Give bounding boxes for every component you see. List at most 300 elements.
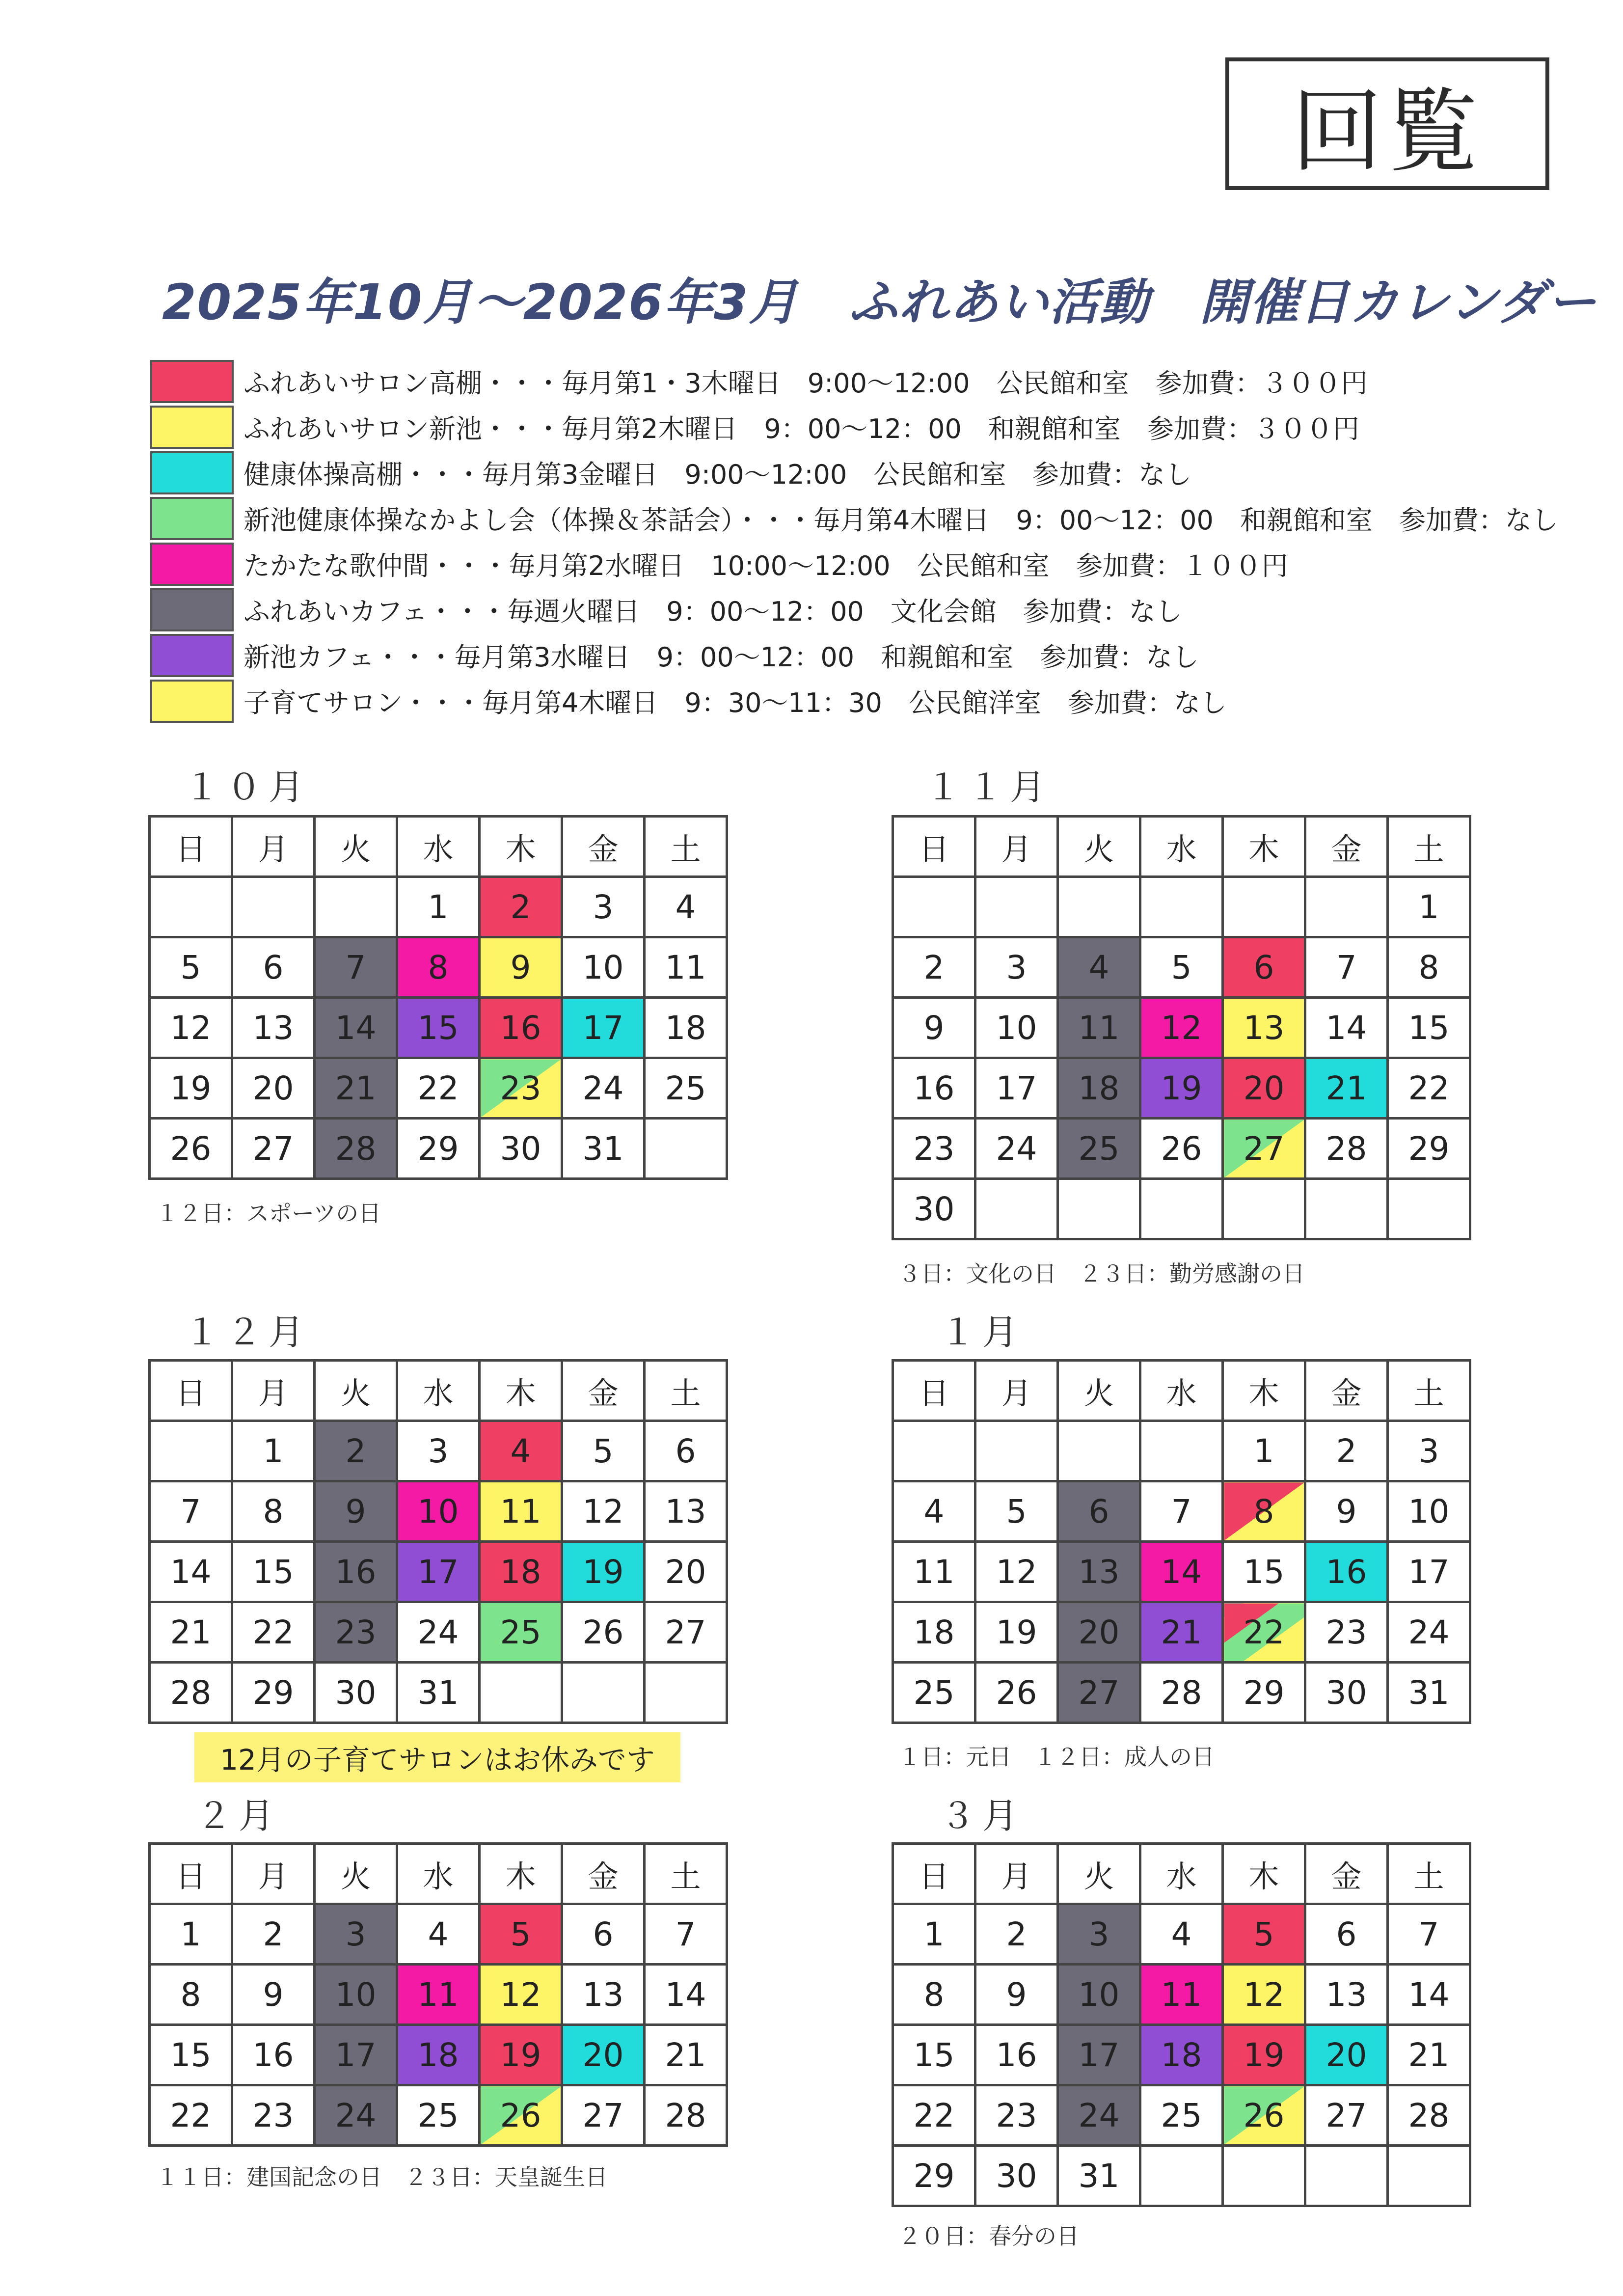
weekday-cell: 日 (150, 1361, 232, 1421)
holiday-note-february: １１日：建国記念の日 ２３日：天皇誕生日 (156, 2164, 608, 2190)
legend-swatch (150, 360, 234, 403)
weekday-cell: 木 (480, 1361, 562, 1421)
week-row (150, 1542, 727, 1602)
day-cell: 29 (397, 1119, 480, 1179)
day-cell: 2 (315, 1421, 397, 1481)
weekday-header-row (893, 1361, 1470, 1421)
week-row (893, 1421, 1470, 1481)
day-cell: 25 (1140, 2085, 1223, 2146)
day-cell: 3 (562, 877, 645, 937)
week-row (150, 877, 727, 937)
day-cell: 12 (562, 1481, 645, 1542)
weekday-cell: 月 (232, 1844, 315, 1904)
day-cell: 23 (1305, 1602, 1388, 1663)
weekday-cell: 土 (645, 1361, 727, 1421)
day-cell: 26 (1223, 2085, 1305, 2146)
day-cell: 27 (645, 1602, 727, 1663)
december-notice: 12月の子育てサロンはお休みです (194, 1732, 680, 1782)
day-cell: 1 (1388, 877, 1470, 937)
day-cell: 30 (480, 1119, 562, 1179)
day-cell: 29 (1388, 1119, 1470, 1179)
calendar-january (892, 1359, 1471, 1724)
day-cell: 6 (232, 937, 315, 998)
week-row (893, 1481, 1470, 1542)
day-cell: 9 (1305, 1481, 1388, 1542)
day-cell: 14 (1305, 998, 1388, 1058)
empty-day-cell (1223, 1179, 1305, 1239)
weekday-cell: 日 (150, 817, 232, 877)
day-cell: 18 (645, 998, 727, 1058)
holiday-note-november: ３日：文化の日 ２３日：勤労感謝の日 (898, 1260, 1305, 1287)
legend-item (150, 632, 1574, 678)
day-cell: 5 (480, 1904, 562, 1965)
weekday-cell: 月 (975, 817, 1058, 877)
week-row (893, 1904, 1470, 1965)
day-cell: 28 (150, 1663, 232, 1723)
empty-day-cell (893, 1421, 975, 1481)
legend-text: 新池カフェ・・・毎月第3水曜日 9：00～12：00 和親館和室 参加費：なし (243, 642, 1199, 673)
day-cell: 4 (397, 1904, 480, 1965)
weekday-cell: 火 (315, 817, 397, 877)
day-cell: 14 (315, 998, 397, 1058)
legend-item (150, 358, 1574, 404)
empty-day-cell (232, 877, 315, 937)
week-row (893, 2146, 1470, 2206)
day-cell: 17 (975, 1058, 1058, 1119)
empty-day-cell (645, 1663, 727, 1723)
week-row (150, 2085, 727, 2146)
empty-day-cell (1058, 877, 1140, 937)
day-cell: 9 (315, 1481, 397, 1542)
week-row (893, 1119, 1470, 1179)
weekday-cell: 金 (562, 817, 645, 877)
day-cell: 2 (1305, 1421, 1388, 1481)
day-cell: 20 (645, 1542, 727, 1602)
legend-item (150, 404, 1574, 450)
legend-swatch (150, 680, 234, 723)
day-cell: 8 (893, 1965, 975, 2025)
weekday-cell: 日 (893, 817, 975, 877)
day-cell: 16 (975, 2025, 1058, 2085)
day-cell: 26 (562, 1602, 645, 1663)
day-cell: 4 (1058, 937, 1140, 998)
month-label-march: ３月 (940, 1795, 1025, 1836)
day-cell: 18 (893, 1602, 975, 1663)
day-cell: 5 (150, 937, 232, 998)
day-cell: 2 (480, 877, 562, 937)
day-cell: 4 (480, 1421, 562, 1481)
empty-day-cell (562, 1663, 645, 1723)
day-cell: 7 (1140, 1481, 1223, 1542)
day-cell: 21 (1388, 2025, 1470, 2085)
day-cell: 22 (232, 1602, 315, 1663)
weekday-cell: 金 (1305, 817, 1388, 877)
week-row (150, 1058, 727, 1119)
weekday-cell: 日 (893, 1844, 975, 1904)
day-cell: 8 (232, 1481, 315, 1542)
week-row (150, 1663, 727, 1723)
week-row (150, 1119, 727, 1179)
calendar-february (148, 1842, 728, 2147)
day-cell: 30 (975, 2146, 1058, 2206)
day-cell: 6 (562, 1904, 645, 1965)
weekday-cell: 木 (480, 1844, 562, 1904)
day-cell: 4 (893, 1481, 975, 1542)
legend-item (150, 587, 1574, 632)
day-cell: 24 (1388, 1602, 1470, 1663)
weekday-header-row (893, 1844, 1470, 1904)
empty-day-cell (1305, 877, 1388, 937)
day-cell: 30 (893, 1179, 975, 1239)
day-cell: 21 (150, 1602, 232, 1663)
legend-text: ふれあいサロン新池・・・毎月第2木曜日 9：00～12：00 和親館和室 参加費：３００円 (243, 413, 1359, 444)
day-cell: 25 (397, 2085, 480, 2146)
day-cell: 12 (975, 1542, 1058, 1602)
day-cell: 28 (1305, 1119, 1388, 1179)
day-cell: 12 (150, 998, 232, 1058)
day-cell: 28 (315, 1119, 397, 1179)
day-cell: 22 (1223, 1602, 1305, 1663)
circulation-stamp: 回覧 (1225, 57, 1549, 190)
day-cell: 15 (232, 1542, 315, 1602)
calendar-december (148, 1359, 728, 1724)
day-cell: 17 (1388, 1542, 1470, 1602)
empty-day-cell (645, 1119, 727, 1179)
day-cell: 31 (397, 1663, 480, 1723)
legend-text: ふれあいカフェ・・・毎週火曜日 9：00～12：00 文化会館 参加費：なし (243, 596, 1182, 627)
weekday-cell: 日 (893, 1361, 975, 1421)
empty-day-cell (315, 877, 397, 937)
day-cell: 14 (150, 1542, 232, 1602)
day-cell: 19 (1140, 1058, 1223, 1119)
week-row (893, 877, 1470, 937)
day-cell: 8 (1388, 937, 1470, 998)
day-cell: 13 (1223, 998, 1305, 1058)
day-cell: 7 (1388, 1904, 1470, 1965)
month-label-january: １月 (940, 1312, 1025, 1353)
day-cell: 9 (480, 937, 562, 998)
weekday-cell: 火 (315, 1361, 397, 1421)
weekday-cell: 月 (232, 1361, 315, 1421)
day-cell: 3 (1058, 1904, 1140, 1965)
weekday-cell: 土 (1388, 817, 1470, 877)
day-cell: 9 (893, 998, 975, 1058)
day-cell: 11 (1058, 998, 1140, 1058)
legend-swatch (150, 497, 234, 540)
day-cell: 26 (150, 1119, 232, 1179)
day-cell: 24 (975, 1119, 1058, 1179)
day-cell: 6 (1223, 937, 1305, 998)
week-row (893, 1542, 1470, 1602)
day-cell: 10 (1058, 1965, 1140, 2025)
day-cell: 3 (315, 1904, 397, 1965)
weekday-cell: 木 (480, 817, 562, 877)
day-cell: 20 (562, 2025, 645, 2085)
legend-swatch (150, 634, 234, 677)
day-cell: 17 (562, 998, 645, 1058)
day-cell: 5 (562, 1421, 645, 1481)
day-cell: 23 (232, 2085, 315, 2146)
day-cell: 7 (1305, 937, 1388, 998)
week-row (150, 1421, 727, 1481)
day-cell: 7 (645, 1904, 727, 1965)
week-row (150, 1602, 727, 1663)
calendar-march (892, 1842, 1471, 2207)
week-row (150, 937, 727, 998)
day-cell: 27 (1058, 1663, 1140, 1723)
day-cell: 21 (1305, 1058, 1388, 1119)
weekday-cell: 土 (645, 817, 727, 877)
empty-day-cell (1305, 1179, 1388, 1239)
legend-item (150, 495, 1574, 541)
day-cell: 22 (893, 2085, 975, 2146)
day-cell: 27 (562, 2085, 645, 2146)
empty-day-cell (1388, 1179, 1470, 1239)
day-cell: 19 (975, 1602, 1058, 1663)
weekday-cell: 木 (1223, 1844, 1305, 1904)
day-cell: 7 (150, 1481, 232, 1542)
day-cell: 20 (1058, 1602, 1140, 1663)
day-cell: 8 (397, 937, 480, 998)
day-cell: 11 (645, 937, 727, 998)
day-cell: 17 (315, 2025, 397, 2085)
day-cell: 30 (1305, 1663, 1388, 1723)
weekday-cell: 月 (232, 817, 315, 877)
day-cell: 10 (315, 1965, 397, 2025)
day-cell: 18 (480, 1542, 562, 1602)
day-cell: 26 (480, 2085, 562, 2146)
day-cell: 23 (315, 1602, 397, 1663)
day-cell: 22 (1388, 1058, 1470, 1119)
day-cell: 22 (150, 2085, 232, 2146)
legend-item (150, 450, 1574, 495)
calendar-october (148, 815, 728, 1180)
legend-item (150, 678, 1574, 724)
day-cell: 11 (480, 1481, 562, 1542)
weekday-cell: 日 (150, 1844, 232, 1904)
day-cell: 9 (975, 1965, 1058, 2025)
day-cell: 5 (1140, 937, 1223, 998)
day-cell: 27 (1223, 1119, 1305, 1179)
day-cell: 1 (893, 1904, 975, 1965)
day-cell: 2 (975, 1904, 1058, 1965)
day-cell: 16 (315, 1542, 397, 1602)
weekday-header-row (893, 817, 1470, 877)
legend-text: 子育てサロン・・・毎月第4木曜日 9：30～11：30 公民館洋室 参加費：なし (243, 687, 1227, 718)
weekday-cell: 水 (1140, 1361, 1223, 1421)
legend-item (150, 541, 1574, 587)
empty-day-cell (1140, 1421, 1223, 1481)
day-cell: 16 (232, 2025, 315, 2085)
day-cell: 6 (1305, 1904, 1388, 1965)
weekday-cell: 水 (397, 817, 480, 877)
empty-day-cell (1140, 2146, 1223, 2206)
activity-legend (150, 358, 1574, 724)
day-cell: 19 (480, 2025, 562, 2085)
weekday-cell: 火 (1058, 1361, 1140, 1421)
day-cell: 24 (1058, 2085, 1140, 2146)
day-cell: 16 (480, 998, 562, 1058)
weekday-cell: 月 (975, 1844, 1058, 1904)
legend-text: たかたな歌仲間・・・毎月第2水曜日 10:00～12:00 公民館和室 参加費：１００円 (243, 550, 1288, 581)
week-row (150, 1965, 727, 2025)
day-cell: 31 (1058, 2146, 1140, 2206)
day-cell: 29 (1223, 1663, 1305, 1723)
day-cell: 25 (480, 1602, 562, 1663)
week-row (150, 2025, 727, 2085)
month-label-october: １０月 (184, 766, 311, 808)
weekday-cell: 火 (1058, 817, 1140, 877)
empty-day-cell (975, 1421, 1058, 1481)
empty-day-cell (150, 877, 232, 937)
day-cell: 10 (397, 1481, 480, 1542)
day-cell: 9 (232, 1965, 315, 2025)
weekday-cell: 土 (1388, 1844, 1470, 1904)
day-cell: 11 (893, 1542, 975, 1602)
empty-day-cell (1223, 2146, 1305, 2206)
day-cell: 25 (893, 1663, 975, 1723)
day-cell: 29 (893, 2146, 975, 2206)
weekday-cell: 水 (397, 1844, 480, 1904)
empty-day-cell (1223, 877, 1305, 937)
day-cell: 31 (1388, 1663, 1470, 1723)
weekday-cell: 金 (1305, 1361, 1388, 1421)
day-cell: 13 (562, 1965, 645, 2025)
week-row (893, 1179, 1470, 1239)
month-label-december: １２月 (184, 1312, 311, 1353)
day-cell: 24 (397, 1602, 480, 1663)
weekday-cell: 金 (1305, 1844, 1388, 1904)
day-cell: 18 (397, 2025, 480, 2085)
weekday-cell: 金 (562, 1844, 645, 1904)
holiday-note-march: ２０日：春分の日 (898, 2223, 1079, 2249)
day-cell: 7 (315, 937, 397, 998)
weekday-cell: 月 (975, 1361, 1058, 1421)
day-cell: 29 (232, 1663, 315, 1723)
weekday-cell: 水 (1140, 1844, 1223, 1904)
day-cell: 6 (1058, 1481, 1140, 1542)
week-row (893, 937, 1470, 998)
weekday-cell: 木 (1223, 1361, 1305, 1421)
day-cell: 3 (1388, 1421, 1470, 1481)
day-cell: 12 (1223, 1965, 1305, 2025)
day-cell: 10 (562, 937, 645, 998)
day-cell: 31 (562, 1119, 645, 1179)
day-cell: 23 (480, 1058, 562, 1119)
day-cell: 13 (645, 1481, 727, 1542)
week-row (150, 998, 727, 1058)
weekday-cell: 土 (645, 1844, 727, 1904)
day-cell: 11 (1140, 1965, 1223, 2025)
empty-day-cell (1140, 1179, 1223, 1239)
week-row (893, 1602, 1470, 1663)
day-cell: 3 (975, 937, 1058, 998)
empty-day-cell (1305, 2146, 1388, 2206)
day-cell: 28 (645, 2085, 727, 2146)
day-cell: 23 (975, 2085, 1058, 2146)
day-cell: 5 (975, 1481, 1058, 1542)
weekday-cell: 水 (1140, 817, 1223, 877)
day-cell: 17 (1058, 2025, 1140, 2085)
empty-day-cell (1058, 1421, 1140, 1481)
day-cell: 27 (1305, 2085, 1388, 2146)
day-cell: 14 (645, 1965, 727, 2025)
day-cell: 13 (1058, 1542, 1140, 1602)
day-cell: 1 (1223, 1421, 1305, 1481)
day-cell: 20 (232, 1058, 315, 1119)
weekday-cell: 火 (1058, 1844, 1140, 1904)
day-cell: 13 (232, 998, 315, 1058)
day-cell: 28 (1388, 2085, 1470, 2146)
calendar-november (892, 815, 1471, 1240)
day-cell: 10 (975, 998, 1058, 1058)
day-cell: 26 (1140, 1119, 1223, 1179)
day-cell: 11 (397, 1965, 480, 2025)
day-cell: 3 (397, 1421, 480, 1481)
day-cell: 12 (1140, 998, 1223, 1058)
weekday-cell: 木 (1223, 817, 1305, 877)
day-cell: 4 (645, 877, 727, 937)
week-row (150, 1904, 727, 1965)
day-cell: 25 (1058, 1119, 1140, 1179)
weekday-header-row (150, 817, 727, 877)
weekday-header-row (150, 1361, 727, 1421)
page-title: 2025年10月～2026年3月 ふれあい活動 開催日カレンダー (162, 273, 1597, 331)
weekday-cell: 火 (315, 1844, 397, 1904)
day-cell: 19 (1223, 2025, 1305, 2085)
empty-day-cell (150, 1421, 232, 1481)
day-cell: 4 (1140, 1904, 1223, 1965)
day-cell: 15 (1223, 1542, 1305, 1602)
holiday-note-october: １２日：スポーツの日 (156, 1200, 381, 1227)
legend-text: 新池健康体操なかよし会（体操＆茶話会）・・・毎月第4木曜日 9：00～12：00 和親館和室 参加費：なし (243, 505, 1558, 536)
day-cell: 28 (1140, 1663, 1223, 1723)
week-row (893, 1965, 1470, 2025)
week-row (893, 998, 1470, 1058)
day-cell: 23 (893, 1119, 975, 1179)
day-cell: 8 (150, 1965, 232, 2025)
day-cell: 2 (893, 937, 975, 998)
day-cell: 17 (397, 1542, 480, 1602)
day-cell: 27 (232, 1119, 315, 1179)
day-cell: 15 (1388, 998, 1470, 1058)
day-cell: 2 (232, 1904, 315, 1965)
day-cell: 10 (1388, 1481, 1470, 1542)
day-cell: 20 (1305, 2025, 1388, 2085)
day-cell: 18 (1058, 1058, 1140, 1119)
day-cell: 1 (232, 1421, 315, 1481)
day-cell: 1 (397, 877, 480, 937)
day-cell: 15 (397, 998, 480, 1058)
weekday-cell: 金 (562, 1361, 645, 1421)
empty-day-cell (1058, 1179, 1140, 1239)
holiday-note-january: １日：元日 １２日：成人の日 (898, 1744, 1215, 1770)
day-cell: 6 (645, 1421, 727, 1481)
week-row (893, 1058, 1470, 1119)
legend-text: ふれあいサロン高棚・・・毎月第1・3木曜日 9:00～12:00 公民館和室 参加費：３００円 (243, 368, 1368, 399)
legend-swatch (150, 588, 234, 631)
day-cell: 21 (315, 1058, 397, 1119)
day-cell: 18 (1140, 2025, 1223, 2085)
week-row (893, 2025, 1470, 2085)
day-cell: 13 (1305, 1965, 1388, 2025)
day-cell: 19 (150, 1058, 232, 1119)
day-cell: 15 (893, 2025, 975, 2085)
day-cell: 15 (150, 2025, 232, 2085)
day-cell: 30 (315, 1663, 397, 1723)
day-cell: 12 (480, 1965, 562, 2025)
day-cell: 24 (315, 2085, 397, 2146)
